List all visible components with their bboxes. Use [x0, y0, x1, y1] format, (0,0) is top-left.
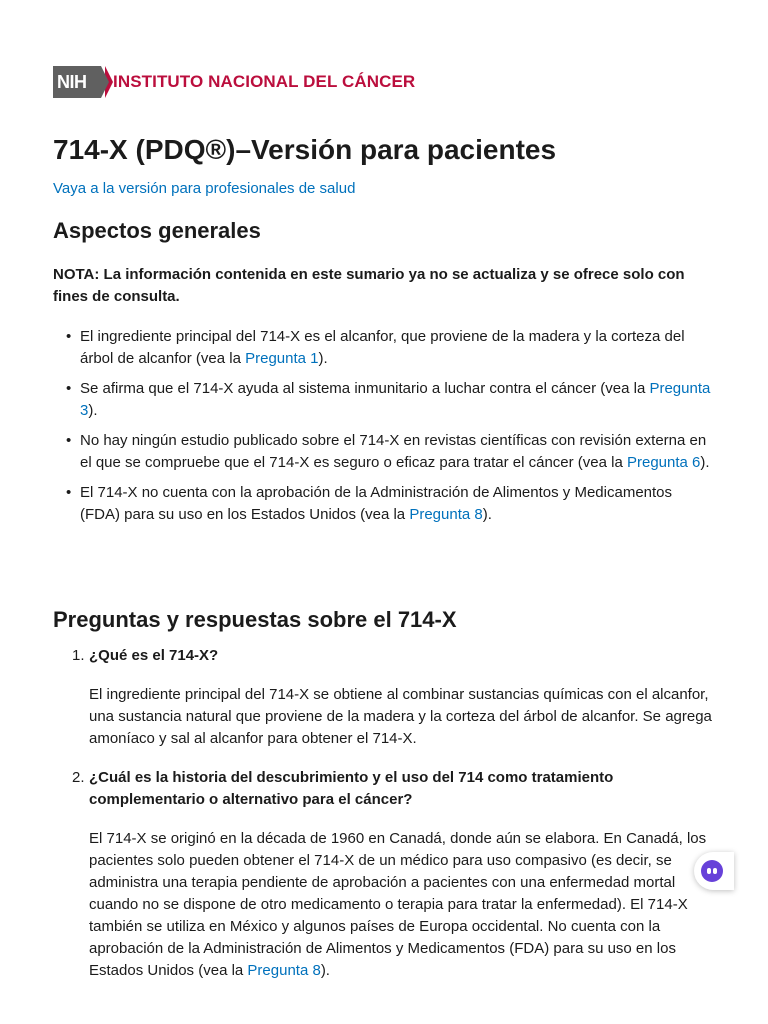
- institute-name: INSTITUTO NACIONAL DEL CÁNCER: [113, 72, 416, 91]
- bullet-text: No hay ningún estudio publicado sobre el 714-X en revistas científicas con revisión externa en el que se compruebe que el 714-X es seguro o eficaz para tratar el cáncer (vea la: [80, 432, 707, 471]
- question-link[interactable]: Pregunta 8: [247, 962, 321, 979]
- qa-answer-text: El ingrediente principal del 714-X se obtiene al combinar sustancias químicas con el alcanfor, una sustancia natural que proviene de la madera y la corteza del árbol de alcanfor. Se agrega amoníaco y sal al alcanfor para obtener el 714-X.: [89, 686, 712, 747]
- qa-number: 2.: [72, 769, 85, 786]
- bullet-text-end: ).: [482, 506, 492, 523]
- bullet-text-end: ).: [318, 350, 328, 367]
- archive-note: NOTA: La información contenida en este sumario ya no se actualiza y se ofrece solo con fines de consulta.: [53, 266, 685, 305]
- qa-question: ¿Qué es el 714-X?: [89, 647, 219, 664]
- qa-answer: [89, 684, 723, 750]
- bullet-text: Se afirma que el 714-X ayuda al sistema inmunitario a luchar contra el cáncer (vea la: [80, 380, 650, 397]
- question-link[interactable]: Pregunta 1: [245, 350, 319, 367]
- page-title: 714-X (PDQ®)–Versión para pacientes: [53, 134, 557, 165]
- bullet-text-end: ).: [88, 402, 98, 419]
- nih-badge: NIH: [53, 66, 101, 98]
- qa-answer-end: ).: [320, 962, 330, 979]
- question-link[interactable]: Pregunta 8: [409, 506, 483, 523]
- qa-list: [53, 645, 723, 982]
- qa-question: ¿Cuál es la historia del descubrimiento y el uso del 714 como tratamiento complementario o alternativo para el cáncer?: [89, 769, 614, 808]
- bullet-text-end: ).: [700, 454, 710, 471]
- qa-answer-text: El 714-X se originó en la década de 1960 en Canadá, donde aún se elabora. En Canadá, los pacientes solo pueden obtener el 714-X de un médico para uso compasivo (es decir, se administra una terapia pendiente de aprobación a pacientes con una enfermedad mortal cuando no se dispone de otro medicamento o terapia para tratar la enfermedad). El 714-X también se utiliza en México y algunos países de Europa occidental. No cuenta con la aprobación de la Administración de Alimentos y Medicamentos (FDA) para su uso en los Estados Unidos (vea la: [89, 830, 707, 979]
- overview-heading: Aspectos generales: [53, 218, 261, 243]
- chat-widget-button[interactable]: [694, 852, 734, 890]
- qa-item: [53, 767, 723, 982]
- list-item: [53, 326, 713, 370]
- health-professional-version-link[interactable]: Vaya a la versión para profesionales de salud: [53, 180, 356, 197]
- qa-answer: [89, 828, 723, 982]
- bullet-text: El 714-X no cuenta con la aprobación de la Administración de Alimentos y Medicamentos (FDA) para su uso en los Estados Unidos (vea la: [80, 484, 673, 523]
- list-item: [53, 430, 713, 474]
- bullet-text: El ingrediente principal del 714-X es el alcanfor, que proviene de la madera y la corteza del árbol de alcanfor (vea la: [80, 328, 685, 367]
- qa-heading: Preguntas y respuestas sobre el 714-X: [53, 607, 457, 632]
- overview-bullet-list: [53, 326, 713, 534]
- list-item: [53, 482, 713, 526]
- qa-item: [53, 645, 723, 750]
- question-link[interactable]: Pregunta 3: [80, 380, 711, 419]
- nci-logo[interactable]: [53, 66, 415, 98]
- question-link[interactable]: Pregunta 6: [626, 454, 701, 471]
- qa-number: 1.: [72, 647, 85, 664]
- list-item: [53, 378, 713, 422]
- chat-bot-icon: [701, 860, 723, 882]
